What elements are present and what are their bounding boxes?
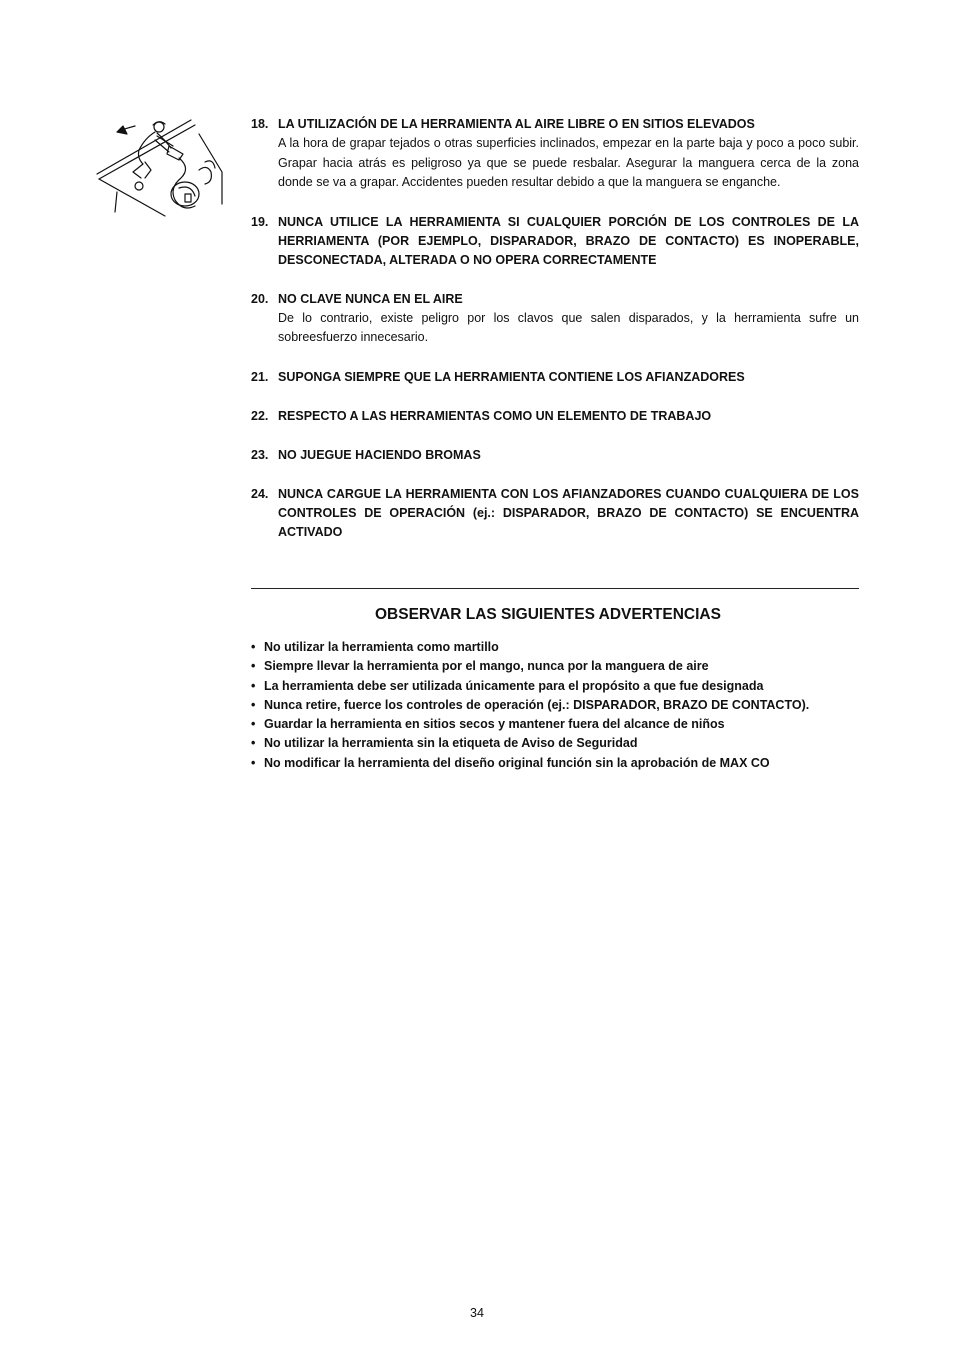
item-body: De lo contrario, existe peligro por los clavos que salen disparados, y la herramienta sufre un sobreesfuerzo innecesario. <box>278 310 859 344</box>
bullet-icon: • <box>251 755 256 770</box>
warning-text: Siempre llevar la herramienta por el mango, nunca por la manguera de aire <box>264 659 709 674</box>
item-number: 22. <box>251 408 269 423</box>
warning-text: Nunca retire, fuerce los controles de operación (ej.: DISPARADOR, BRAZO DE CONTACTO). <box>264 697 810 712</box>
item-number: 21. <box>251 369 269 384</box>
warning-text: Guardar la herramienta en sitios secos y mantener fuera del alcance de niños <box>264 717 725 732</box>
warning-item <box>251 754 871 773</box>
safety-item-23 <box>251 446 859 465</box>
bullet-icon: • <box>251 736 256 751</box>
warning-item <box>251 677 871 696</box>
warnings-list <box>251 638 871 773</box>
safety-item-24 <box>251 485 859 542</box>
warning-item <box>251 638 871 657</box>
section-divider <box>251 588 859 589</box>
item-heading: NUNCA CARGUE LA HERRAMIENTA CON LOS AFIANZADORES CUANDO CUALQUIERA DE LOS CONTROLES DE OPERACIÓN (ej.: DISPARADOR, BRAZO DE CONTACTO) SE ENCUENTRA ACTIVADO <box>278 486 859 539</box>
warning-text: No utilizar la herramienta como martillo <box>264 640 499 654</box>
roof-worker-illustration <box>95 112 225 217</box>
item-number: 23. <box>251 447 269 462</box>
safety-instructions-list <box>251 115 859 562</box>
bullet-icon: • <box>251 640 256 654</box>
warning-item <box>251 715 871 734</box>
bullet-icon: • <box>251 717 256 732</box>
item-number: 18. <box>251 117 269 131</box>
item-heading: SUPONGA SIEMPRE QUE LA HERRAMIENTA CONTIENE LOS AFIANZADORES <box>278 369 745 384</box>
warning-text: La herramienta debe ser utilizada únicamente para el propósito a que fue designada <box>264 678 764 693</box>
item-heading: LA UTILIZACIÓN DE LA HERRAMIENTA AL AIRE LIBRE O EN SITIOS ELEVADOS <box>278 117 755 131</box>
warning-item <box>251 657 871 676</box>
warning-text: No modificar la herramienta del diseño original función sin la aprobación de MAX CO <box>264 755 770 770</box>
item-heading: RESPECTO A LAS HERRAMIENTAS COMO UN ELEMENTO DE TRABAJO <box>278 408 712 423</box>
bullet-icon: • <box>251 697 256 712</box>
safety-item-20 <box>251 290 859 348</box>
item-number: 24. <box>251 486 269 501</box>
item-heading: NO CLAVE NUNCA EN EL AIRE <box>278 291 463 306</box>
bullet-icon: • <box>251 678 256 693</box>
safety-item-19 <box>251 213 859 270</box>
warning-item <box>251 734 871 753</box>
item-number: 19. <box>251 214 269 229</box>
safety-item-21 <box>251 368 859 387</box>
warning-text: No utilizar la herramienta sin la etiqueta de Aviso de Seguridad <box>264 736 638 751</box>
bullet-icon: • <box>251 659 256 674</box>
safety-item-22 <box>251 407 859 426</box>
item-body: A la hora de grapar tejados o otras superficies inclinados, empezar en la parte baja y poco a poco subir. Grapar hacia atrás es peligroso ya que se puede resbalar. Asegurar la manguera cerca de la zona donde se va a grapar. Accidentes pueden resultar debido a que la manguera se enganche. <box>278 136 859 189</box>
warning-item <box>251 696 871 715</box>
warnings-title: OBSERVAR LAS SIGUIENTES ADVERTENCIAS <box>375 606 721 623</box>
item-heading: NUNCA UTILICE LA HERRAMIENTA SI CUALQUIER PORCIÓN DE LOS CONTROLES DE LA HERRIAMENTA (POR EJEMPLO, DISPARADOR, BRAZO DE CONTACTO) ES INOPERABLE, DESCONECTADA, ALTERADA O NO OPERA CORRECTAMENTE <box>278 214 859 267</box>
item-number: 20. <box>251 291 269 306</box>
safety-item-18 <box>251 115 859 193</box>
item-heading: NO JUEGUE HACIENDO BROMAS <box>278 447 481 462</box>
page-number: 34 <box>470 1306 484 1320</box>
